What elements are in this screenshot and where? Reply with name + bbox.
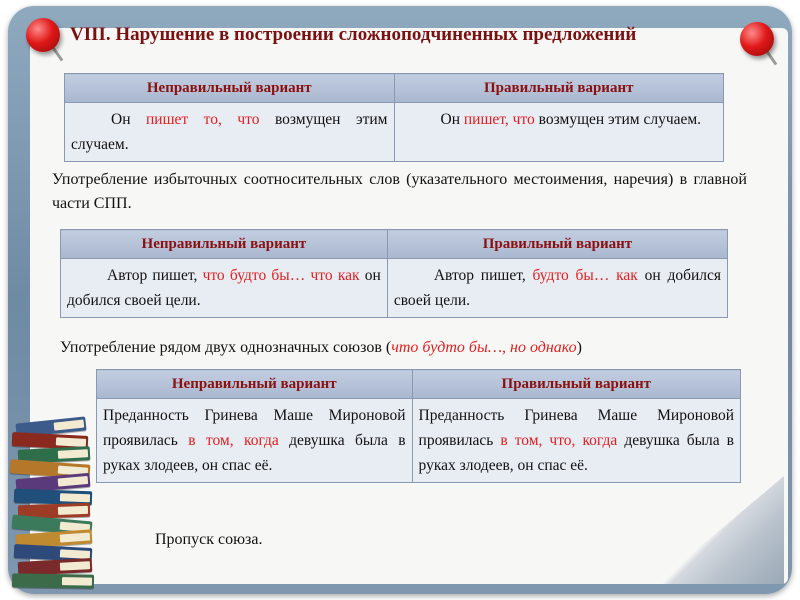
header-right: Правильный вариант [387,230,727,259]
table-header-row [97,370,741,399]
highlight-text: как [616,267,638,284]
highlight-text: пишет, что [463,111,535,128]
note-double-conjunctions [60,336,750,360]
text: Он [440,111,464,128]
text: возмущен этим случаем. [71,111,388,153]
table-row [97,399,741,483]
cell-wrong [65,103,395,162]
table-header-row [61,230,728,259]
cell-right [412,399,740,483]
table-row [65,103,724,162]
highlight-text: в том, что, когда [500,432,618,449]
cell-wrong [97,399,413,483]
header-wrong: Неправильный вариант [61,230,388,259]
text: ) [576,339,582,356]
text: возмущен этим случаем. [534,111,702,128]
pushpin-left-icon [26,18,60,52]
note-missing-conjunction: Пропуск союза. [155,531,263,548]
comparison-table-3 [96,369,741,483]
book-stack-icon [6,420,106,598]
header-wrong: Неправильный вариант [65,74,395,103]
text: Преданность Гринева Маше Мироновой проявилась [418,407,734,449]
header-right: Правильный вариант [394,74,724,103]
highlight-text: что как [310,267,360,284]
highlight-text: что будто бы…, но однако [391,339,577,356]
table-header-row [65,74,724,103]
highlight-text: в том, когда [188,432,279,449]
text: Употребление рядом двух однозначных союзов ( [60,339,392,356]
header-right: Правильный вариант [412,370,740,399]
text: девушка была в руках злодеев, он спас её. [103,432,406,474]
text: Автор пишет, [107,267,203,284]
text: Преданность Гринева Маше Мироновой проявилась [103,407,406,449]
table-row [61,259,728,318]
cell-right [387,259,727,318]
comparison-table-2 [60,229,728,318]
text: Он [111,111,146,128]
note-redundant-words: Употребление избыточных соотносительных слов (указательного местоимения, наречия) в главной части СПП. [52,171,747,212]
text: он добился своей цели. [393,267,722,309]
text: Автор пишет, [433,267,533,284]
highlight-text: будто бы… [532,267,610,284]
highlight-text: пишет то, что [145,111,260,128]
cell-wrong [61,259,388,318]
comparison-table-1 [64,73,724,162]
slide-title: VIII. Нарушение в построении сложноподчиненных предложений [70,24,637,45]
header-wrong: Неправильный вариант [97,370,413,399]
cell-right [394,103,724,162]
highlight-text: что будто бы… [202,267,306,284]
text: девушка была в руках злодеев, он спас её. [418,432,734,474]
text: он добился своей цели. [67,267,381,309]
